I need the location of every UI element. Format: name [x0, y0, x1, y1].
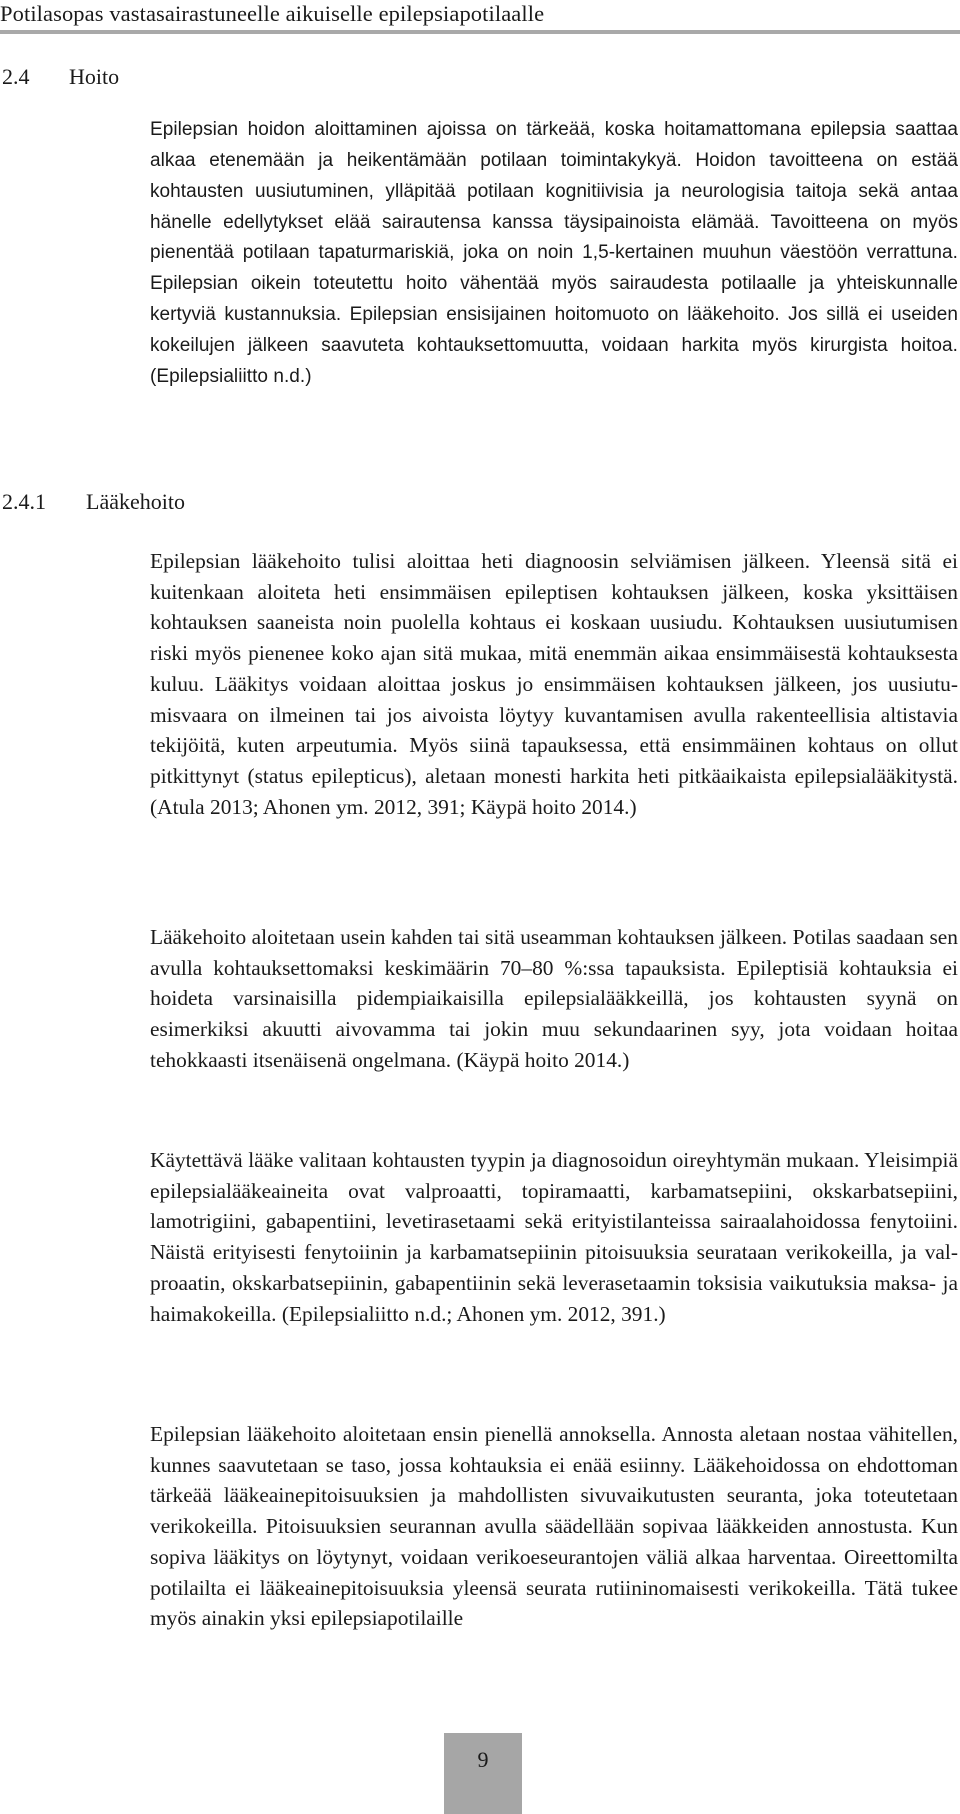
paragraph: Lääkehoito aloitetaan usein kahden tai sitä useamman kohtauksen jälkeen. Potilas saadaan sen avulla kohtauksettomaksi keskimäärin 70–80 %:ssa tapauksista. Epileptisiä kohtauksia ei hoideta varsinaisilla pidempiaikaisilla epilepsialääkkeillä, jos kohtausten syynä on esimerkiksi akuutti aivovamma tai jokin muu sekundaarinen syy, jota voidaan hoitaa tehokkaasti itsenäisenä ongelmana. (Käypä hoito 2014.) — [150, 925, 958, 1072]
running-header — [0, 0, 960, 34]
section-title: Hoito — [69, 64, 120, 89]
section-number: 2.4 — [2, 64, 30, 89]
paragraph: Epilepsian lääkehoito tulisi aloittaa heti diagnoosin selviämisen jälkeen. Yleensä sitä ei kuitenkaan aloiteta heti ensimmäisen epileptisen kohtauksen jälkeen, koska yksittäisen kohtauksen saaneista noin puolella kohtaus ei koskaan uusiudu. Kohtauksen uusiutumisen riski myös pienenee koko ajan sitä mukaa, mitä enemmän aikaa ensimmäisestä kohtauksesta kuluu. Lääkitys voidaan aloittaa joskus jo ensimmäisen kohtauksen jälkeen, jos uusiutumisvaara on ilmeinen tai jos aivoista löytyy kuvantamisen avulla rakenteellisia altistavia tekijöitä, kuten arpeutumia. Myös siinä tapauksessa, että ensimmäinen kohtaus on ollut pitkittynyt (status epilepticus), aletaan monesti harkita heti pitkäaikaista epilepsialääkitystä. (Atula 2013; Ahonen ym. 2012, 391; Käypä hoito 2014.) — [150, 549, 958, 819]
page-number-box — [444, 1733, 522, 1814]
subsection-title: Lääkehoito — [86, 489, 185, 514]
paragraph: Epilepsian lääkehoito aloitetaan ensin pienellä annoksella. Annosta aletaan nostaa vähitellen, kunnes saavutetaan se taso, jossa kohtauksia ei enää esiinny. Lääkehoidossa on ehdottoman tärkeää lääkeainepitoisuuksien ja mahdollisten sivuvaikutusten seuranta, joka toteutetaan verikokeilla. Pitoisuuksien seurannan avulla säädellään sopivaa lääkkeiden annostusta. Kun sopiva lääkitys on löytynyt, voidaan verikoeseurantojen väliä alkaa harventaa. Oireettomilta potilailta ei lääkeainepitoisuuksia yleensä seurata rutiininomaisesti verikokeilla. Tätä tukee myös ainakin yksi epilepsiapotilaille — [150, 1422, 958, 1631]
section-heading — [2, 63, 119, 91]
document-title: Potilasopas vastasairastuneelle aikuiselle epilepsiapotilaalle — [0, 1, 545, 26]
header-divider — [0, 30, 960, 34]
subsection-number: 2.4.1 — [2, 489, 46, 514]
paragraph: Epilepsian hoidon aloittaminen ajoissa on tärkeää, koska hoitamattomana epilepsia saattaa alkaa etenemään ja heikentämään potilaan toimintakykyä. Hoidon tavoitteena on estää kohtausten uusiutuminen, ylläpitää potilaan kognitiivisia ja neurologisia taitoja sekä antaa hänelle edellytykset elää sairautensa kanssa täysipainoista elämää. Tavoitteena on myös pienentää potilaan tapaturmariskiä, joka on noin 1,5-kertainen muuhun väestöön verrattuna. Epilepsian oikein toteutettu hoito vähentää myös sairaudesta potilaalle ja yhteiskunnalle kertyviä kustannuksia. Epilepsian ensisijainen hoitomuoto on lääkehoito. Jos sillä ei useiden kokeilujen jälkeen saavuteta kohtauksettomuutta, voidaan harkita myös kirurgista hoitoa. (Epilepsialiitto n.d.) — [150, 119, 958, 387]
page-number: 9 — [477, 1747, 489, 1772]
paragraph: Käytettävä lääke valitaan kohtausten tyypin ja diagnosoidun oireyhtymän mukaan. Yleisimpiä epilepsialääkeaineita ovat valproaatti, topiramaatti, karbamatsepiini, okskarbatsepiini, lamotrigiini, gabapentiini, levetirasetaami sekä erityistilanteissa sairaalahoidossa fenytoiini. Näistä erityisesti fenytoiinin ja karbamatsepiinin pitoisuuksia seurataan verikokeilla, ja valproaatin, okskarbatsepiinin, gabapentiinin sekä leverasetaamin toksisia vaikutuksia maksa- ja haimakokeilla. (Epilepsialiitto n.d.; Ahonen ym. 2012, 391.) — [150, 1148, 958, 1326]
subsection-heading — [2, 488, 185, 516]
